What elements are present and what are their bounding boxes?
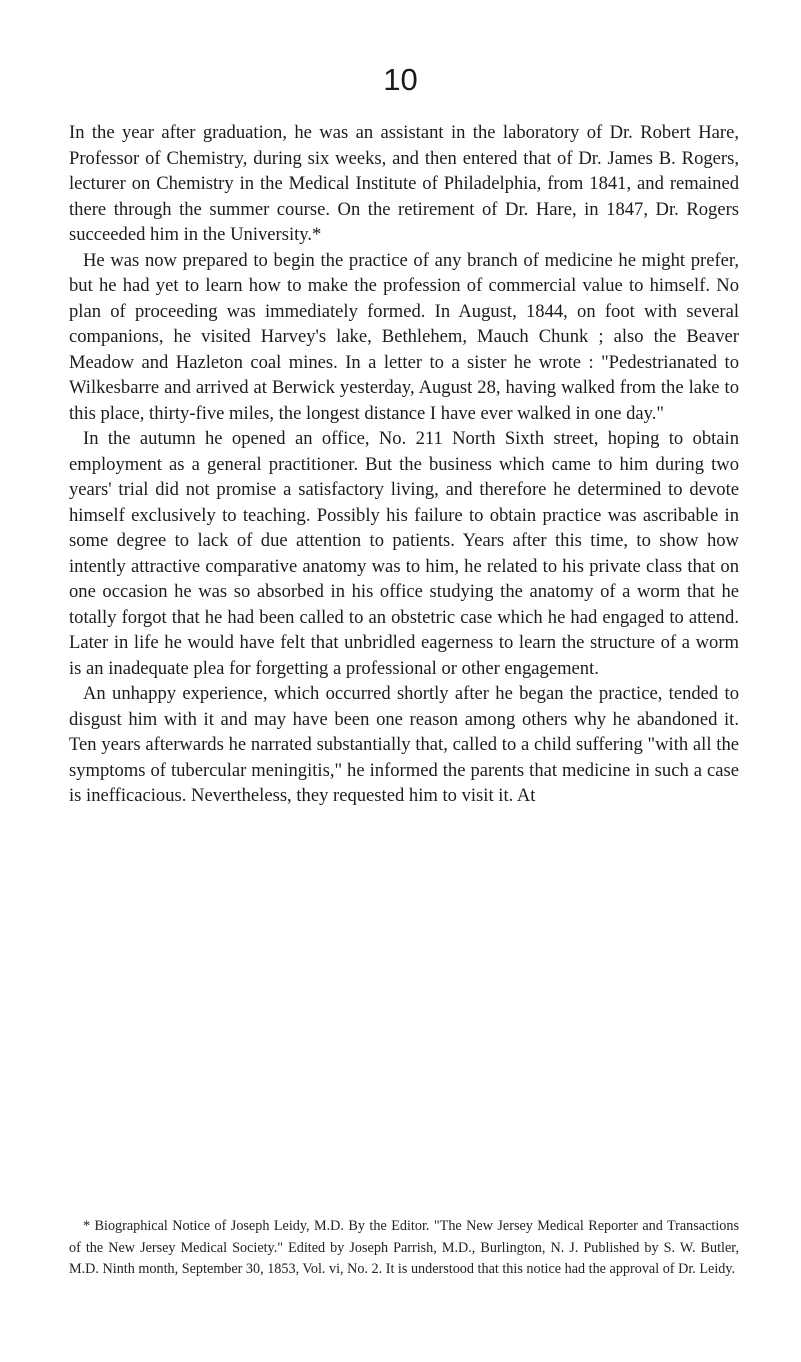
body-text [69, 120, 739, 809]
paragraph-graduation: In the year after graduation, he was an assistant in the laboratory of Dr. Robert Hare, Professor of Chemistry, during six weeks, and then entered that of Dr. James B. Rogers, lecturer on Chemistry in the Medical Institute of Philadelphia, from 1841, and remained there through the summer course. On the retirement of Dr. Hare, in 1847, Dr. Rogers succeeded him in the University.* [69, 122, 739, 245]
page-number: 10 [383, 62, 418, 97]
paragraph-unhappy-experience: An unhappy experience, which occurred shortly after he began the practice, tended to disgust him with it and may have been one reason among others why he abandoned it. Ten years afterwards he narrated substantially that, called to a child suffering "with all the symptoms of tubercular meningitis," he informed the parents that medicine in such a case is inefficacious. Nevertheless, they requested him to visit it. At [69, 683, 739, 806]
paragraph-practice-plans: He was now prepared to begin the practice of any branch of medicine he might prefer, but he had yet to learn how to make the profession of commercial value to himself. No plan of proceeding was immediately formed. In August, 1844, on foot with several companions, he visited Harvey's lake, Bethlehem, Mauch Chunk ; also the Beaver Meadow and Hazleton coal mines. In a letter to a sister he wrote : "Pedestrianated to Wilkesbarre and arrived at Berwick yesterday, August 28, having walked from the lake to this place, thirty-five miles, the longest distance I have ever walked in one day." [69, 249, 739, 424]
paragraph-office: In the autumn he opened an office, No. 211 North Sixth street, hoping to obtain employment as a general practitioner. But the business which came to him during two years' trial did not promise a satisfactory living, and therefore he determined to devote himself exclusively to teaching. Possibly his failure to obtain practice was ascribable in some degree to lack of due attention to patients. Years after this time, to show how intently attractive comparative anatomy was to him, he related to his private class that on one occasion he was so absorbed in his office studying the anatomy of a worm that he totally forgot that he had been called to an obstetric case which he had engaged to attend. Later in life he would have felt that unbridled eagerness to learn the structure of a worm is an inadequate plea for forgetting a professional or other engagement. [69, 428, 739, 679]
footnote: * Biographical Notice of Joseph Leidy, M.D. By the Editor. "The New Jersey Medical Reporter and Transactions of the New Jersey Medical Society." Edited by Joseph Parrish, M.D., Burlington, N. J. Published by S. W. Butler, M.D. Ninth month, September 30, 1853, Vol. vi, No. 2. It is understood that this notice had the approval of Dr. Leidy. [69, 1218, 739, 1277]
